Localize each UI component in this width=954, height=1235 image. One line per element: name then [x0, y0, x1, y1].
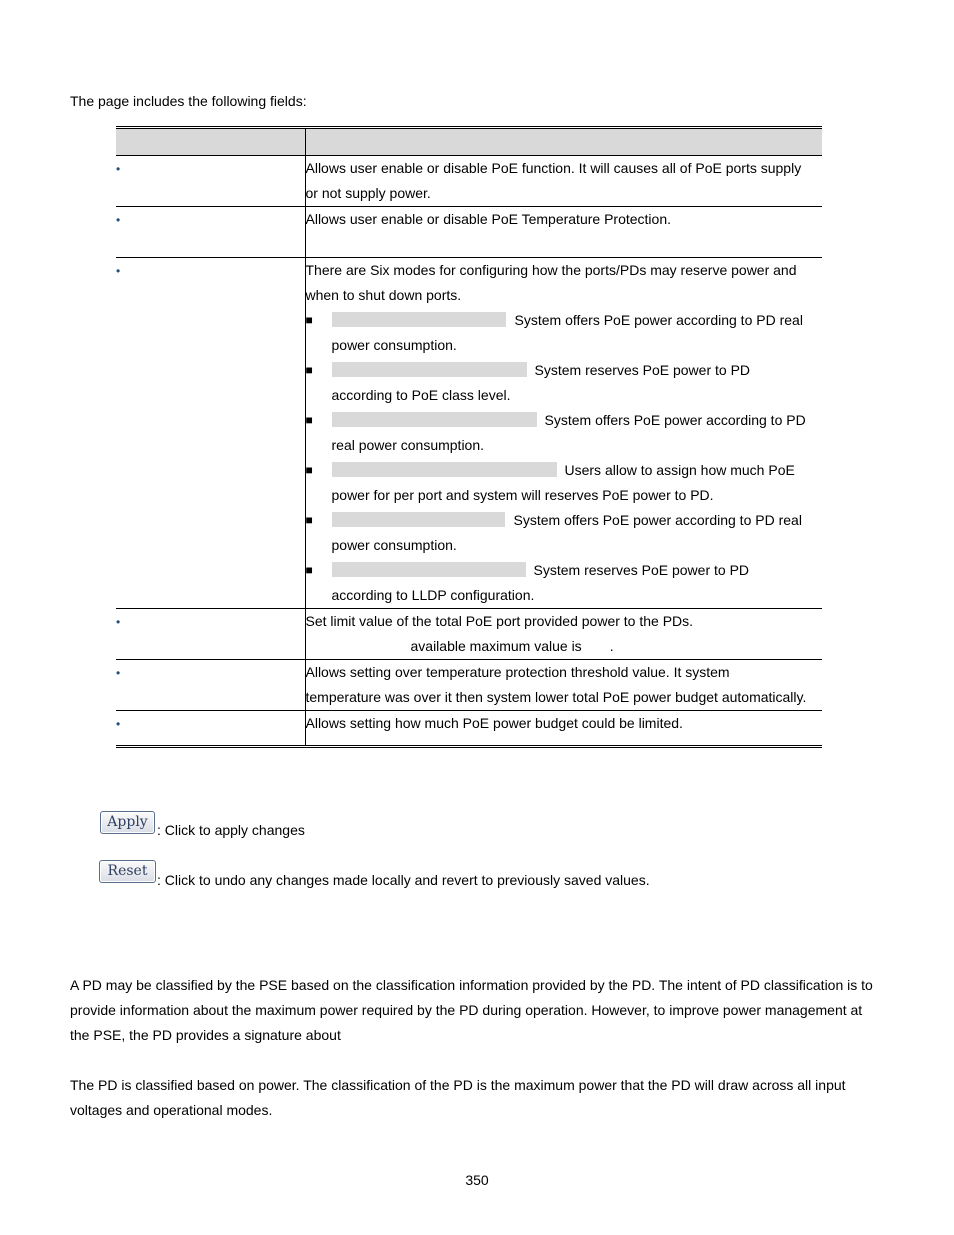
description-cell: Allows user enable or disable PoE function. It will causes all of PoE ports supply or not supply power.: [305, 156, 822, 207]
header-description: [305, 128, 822, 156]
description-cell: Set limit value of the total PoE port provided power to the PDs. available maximum value is .: [305, 609, 822, 660]
table-row: [116, 609, 822, 660]
reset-button[interactable]: Reset: [99, 860, 156, 883]
page-number: 350: [465, 1172, 489, 1188]
bullet-icon: •: [116, 213, 121, 227]
table-row: [116, 258, 822, 609]
mode-name-highlight: [332, 412, 537, 427]
intro-text: The page includes the following fields:: [70, 93, 307, 109]
table-header: [116, 128, 822, 156]
square-bullet-icon: ■: [305, 463, 313, 477]
description-cell: Allows setting over temperature protection threshold value. It system temperature was over it then system lower total PoE power budget automatically.: [305, 660, 822, 711]
square-bullet-icon: ■: [305, 413, 313, 427]
mode-name-highlight: [332, 562, 526, 577]
apply-description: : Click to apply changes: [157, 822, 305, 838]
square-bullet-icon: ■: [305, 363, 313, 377]
mode-item: ■ System offers PoE power according to PD real power consumption.: [306, 508, 823, 558]
mode-item: ■ System reserves PoE power to PD according to LLDP configuration.: [306, 558, 823, 608]
bullet-icon: •: [116, 264, 121, 278]
bullet-icon: •: [116, 162, 121, 176]
object-cell: [116, 711, 305, 747]
fields-table: [116, 126, 822, 748]
table-row: [116, 156, 822, 207]
square-bullet-icon: ■: [305, 563, 313, 577]
reset-description: : Click to undo any changes made locally and revert to previously saved values.: [157, 872, 650, 888]
mode-item: ■ System offers PoE power according to PD real power consumption.: [306, 308, 823, 358]
description-cell: There are Six modes for configuring how the ports/PDs may reserve power and when to shut down ports. ■ System offers PoE power according to PD real power consumption. ■ System reserves PoE power to PD according to PoE class level. ■ System offers PoE power according to PD real power consumption. ■ Users allow to assign how much PoE power for per port and system will reserves PoE power to PD. ■ System offers PoE power according to PD real power consumption. ■ System reserves PoE power to PD according to LLDP configuration.: [305, 258, 822, 609]
bullet-icon: •: [116, 615, 121, 629]
square-bullet-icon: ■: [305, 313, 313, 327]
apply-button[interactable]: Apply: [100, 811, 155, 834]
bullet-icon: •: [116, 717, 121, 731]
mode-item: ■ System offers PoE power according to PD real power consumption.: [306, 408, 823, 458]
table-row: [116, 711, 822, 747]
object-cell: [116, 609, 305, 660]
object-cell: [116, 660, 305, 711]
mode-item: ■ System reserves PoE power to PD according to PoE class level.: [306, 358, 823, 408]
mode-name-highlight: [332, 362, 527, 377]
mode-item: ■ Users allow to assign how much PoE power for per port and system will reserves PoE power to PD.: [306, 458, 823, 508]
mode-name-highlight: [332, 312, 506, 327]
mode-name-highlight: [332, 462, 557, 477]
square-bullet-icon: ■: [305, 513, 313, 527]
table-row: [116, 660, 822, 711]
bullet-icon: •: [116, 666, 121, 680]
description-cell: Allows setting how much PoE power budget could be limited.: [305, 711, 822, 747]
table-row: [116, 207, 822, 258]
header-object: [116, 128, 305, 156]
object-cell: [116, 156, 305, 207]
description-cell: Allows user enable or disable PoE Temperature Protection.: [305, 207, 822, 258]
mode-name-highlight: [332, 512, 505, 527]
power-class-paragraph: The PD is classified based on power. The classification of the PD is the maximum power that the PD will draw across all input voltages and operational modes.: [70, 1077, 846, 1118]
object-cell: [116, 258, 305, 609]
object-cell: [116, 207, 305, 258]
classification-paragraph: A PD may be classified by the PSE based on the classification information provided by the PD. The intent of PD classification is to provide information about the maximum power required by the PD during operation. However, to improve power management at the PSE, the PD provides a signature about: [70, 977, 873, 1043]
